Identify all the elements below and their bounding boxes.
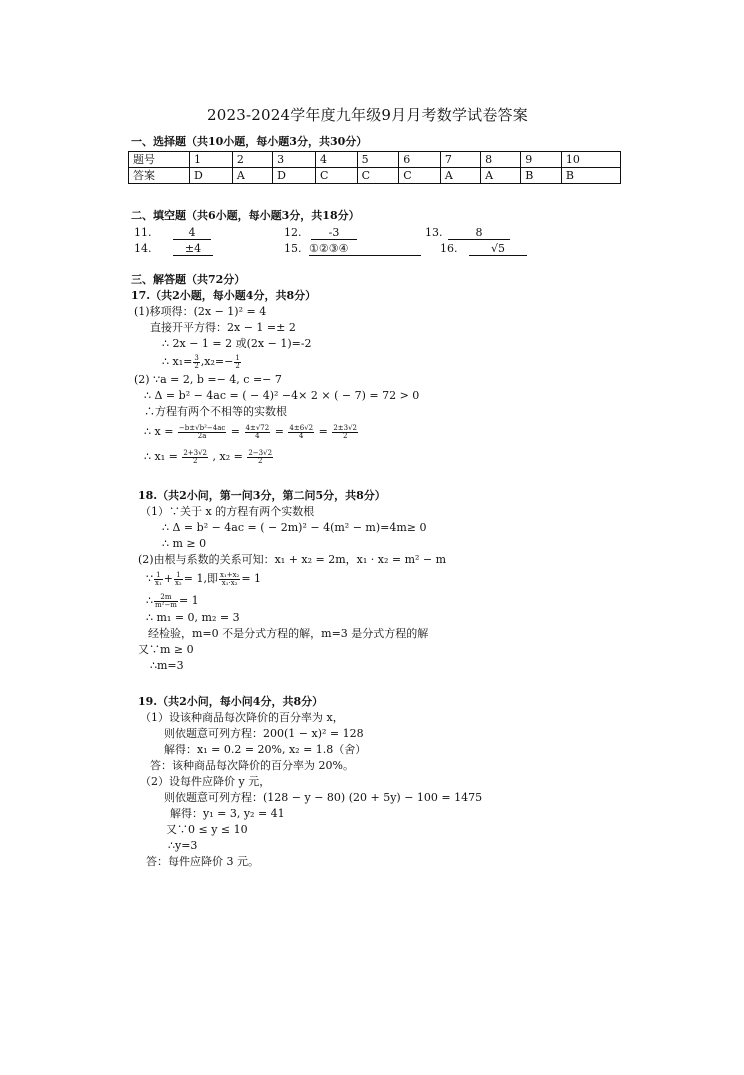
q19-line: 则依题意可列方程：200(1 − x)² = 128 [164,727,364,740]
q17-line [162,353,242,371]
table-cell: 6 [399,152,441,168]
answer-blank: ①②③④ [309,242,421,256]
q17-line: (2) ∵a = 2, b =− 4, c =− 7 [134,373,282,386]
table-cell: C [357,168,399,184]
text: = 1 [178,594,199,607]
numerator: x₁+x₂ [219,570,240,579]
text: = [318,425,328,438]
fraction [193,355,199,370]
fill-item-13 [425,226,510,240]
table-cell: 5 [357,152,399,168]
page-title: 2023-2024学年度九年级9月月考数学试卷答案 [207,106,528,124]
fill-item-16 [440,242,527,256]
text: ∵ [146,572,153,585]
table-cell: D [190,168,233,184]
table-cell: 8 [481,152,521,168]
numerator: 4±√72 [245,423,270,432]
denominator: 2 [192,456,198,465]
table-cell: A [440,168,480,184]
text: ,x₂=− [200,355,234,368]
numerator: 1 [154,572,163,580]
denominator: 4 [299,431,304,440]
denominator: 2a [197,431,207,440]
denominator: 2 [194,361,199,370]
fill-item-15 [284,242,421,256]
numerator: 2±3√2 [333,423,358,432]
denominator: x₁ [155,578,162,587]
section1-heading: 一、选择题（共10小题，每小题3分，共30分） [131,135,368,148]
table-cell: C [399,168,441,184]
q19-line: （1）设该种商品每次降价的百分率为 x， [140,711,344,724]
fraction [154,572,163,587]
text: ∴ x₁= [162,355,193,368]
table-cell: 题号 [129,152,190,168]
denominator: 2 [342,431,348,440]
table-cell: 7 [440,152,480,168]
q17-line: ∴ Δ = b² − 4ac = ( − 4)² −4× 2 × ( − 7) = 72 > 0 [144,389,420,402]
table-cell: 2 [232,152,272,168]
text: = 1,即 [183,572,218,585]
item-number: 12. [284,226,302,239]
answer-table [128,151,621,184]
q19-line: （2）设每件应降价 y 元， [140,775,271,788]
table-cell: 10 [561,152,620,168]
table-cell: 1 [190,152,233,168]
numerator: 4±6√2 [289,423,314,432]
q19-line: 又∵0 ≤ y ≤ 10 [166,823,248,836]
q19-line: 答：该种商品每次降价的百分率为 20%。 [150,759,354,772]
numerator: 3 [194,353,199,362]
answer-blank: 4 [173,226,211,240]
fraction [178,425,226,440]
text: ∴ x = [144,425,174,438]
q18-line [146,591,199,611]
answer-blank: -3 [311,226,357,240]
q18-heading: 18.（共2小问，第一问3分，第二问5分，共8分） [138,489,386,502]
q18-line: 经检验，m=0 不是分式方程的解，m=3 是分式方程的解 [148,627,429,640]
denominator: 2 [257,456,263,465]
q17-line: ∴方程有两个不相等的实数根 [144,405,287,418]
fraction [245,425,271,440]
q19-line: ∴y=3 [168,839,198,852]
fraction [332,425,358,440]
fill-item-12 [284,226,357,240]
text: = 1 [241,572,262,585]
table-cell: 3 [273,152,316,168]
q17-line [144,422,359,442]
table-cell: B [521,168,562,184]
text: , x₂ = [212,450,243,463]
denominator: x₁·x₂ [221,578,238,587]
q18-line [146,569,261,589]
table-cell: B [561,168,620,184]
table-row [129,152,621,168]
q18-line: 又∵m ≥ 0 [138,643,194,656]
table-row [129,168,621,184]
q17-line: 直接开平方得：2x − 1 =± 2 [150,321,296,334]
item-number: 11. [134,226,152,239]
section2-heading: 二、填空题（共6小题，每小题3分，共18分） [131,209,360,222]
table-cell: 答案 [129,168,190,184]
table-cell: A [232,168,272,184]
table-cell: D [273,168,316,184]
numerator: −b±√b²−4ac [178,423,226,432]
q19-line: 解得：y₁ = 3, y₂ = 41 [170,807,285,820]
fraction [288,425,314,440]
fraction [247,450,273,465]
item-number: 13. [425,226,443,239]
item-number: 15. [284,242,302,255]
table-cell: 9 [521,152,562,168]
table-cell: 4 [316,152,358,168]
fraction [174,572,183,587]
item-number: 14. [134,242,152,255]
table-cell: A [481,168,521,184]
denominator: x₂ [174,578,182,587]
table-cell: C [316,168,358,184]
fraction [219,572,240,587]
q17-line: ∴ 2x − 1 = 2 或(2x − 1)=-2 [162,337,312,350]
item-number: 16. [440,242,458,255]
numerator: 1 [174,572,183,580]
q17-line [144,447,274,467]
q19-line: 解得：x₁ = 0.2 = 20%, x₂ = 1.8（舍） [164,743,367,756]
numerator: 1 [235,353,240,362]
text: = [274,425,284,438]
text: ∴ [146,594,153,607]
denominator: 2 [235,361,240,370]
q19-line: 答：每件应降价 3 元。 [146,855,259,868]
fraction [154,594,178,609]
fill-item-14 [134,242,213,256]
q17-heading: 17.（共2小题，每小题4分，共8分） [131,289,317,302]
text: ∴ x₁ = [144,450,178,463]
denominator: m²−m [155,600,177,609]
numerator: 2−3√2 [248,448,273,457]
q19-line: 则依题意可列方程：(128 − y − 80) (20 + 5y) − 100 = 1475 [164,791,483,804]
q17-line: (1)移项得：(2x − 1)² = 4 [134,305,267,318]
fraction [182,450,208,465]
answer-blank: 8 [448,226,510,240]
denominator: 4 [255,431,260,440]
fill-item-11 [134,226,211,240]
answer-blank: √5 [469,242,527,256]
text: = [230,425,241,438]
q19-heading: 19.（共2小问，每小问4分，共8分） [138,695,324,708]
section3-heading: 三、解答题（共72分） [131,273,246,286]
q18-line: （1）∵关于 x 的方程有两个实数根 [140,505,315,518]
numerator: 2+3√2 [183,448,208,457]
answer-blank: ±4 [173,242,213,256]
q18-line: ∴ Δ = b² − 4ac = ( − 2m)² − 4(m² − m)=4m≥ 0 [162,521,427,534]
numerator: 2m [154,594,178,602]
q18-line: (2)由根与系数的关系可知：x₁ + x₂ = 2m，x₁ · x₂ = m² − m [138,553,447,566]
text: + [163,572,173,585]
q18-line: ∴ m ≥ 0 [162,537,207,550]
q18-line: ∴m=3 [150,659,184,672]
q18-line: ∴ m₁ = 0, m₂ = 3 [146,611,240,624]
fraction [234,355,240,370]
